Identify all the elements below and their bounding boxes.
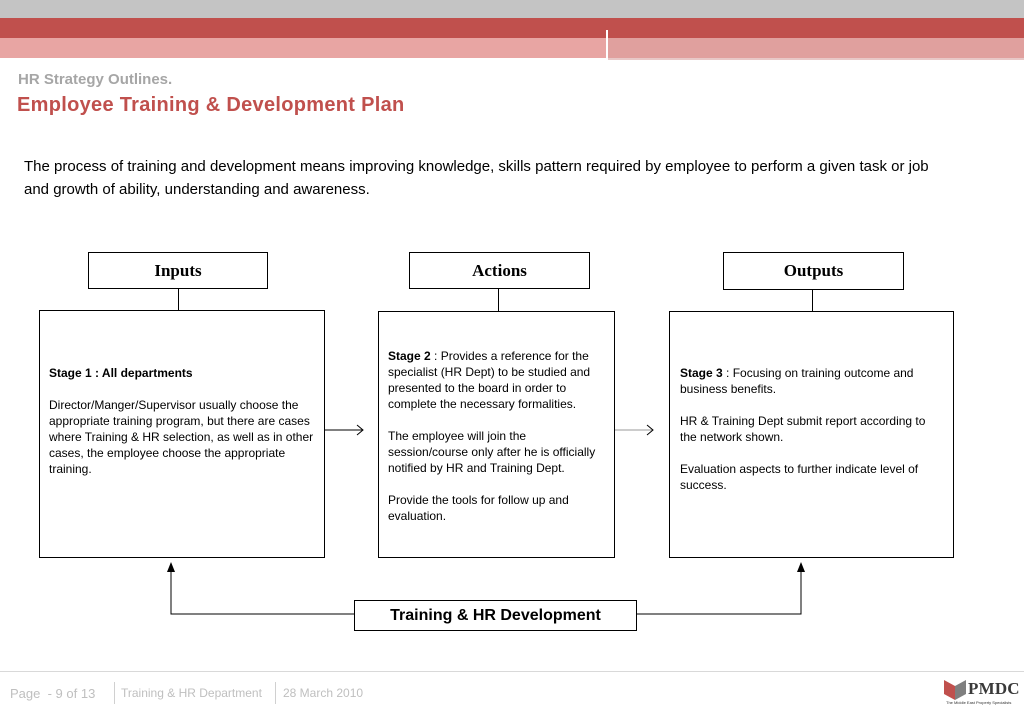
header-band-notch [606,30,608,58]
outputs-label: Outputs [783,261,844,280]
stage3-paragraph-3: Evaluation aspects to further indicate level of success. [680,462,919,492]
footer-page-info [10,686,95,701]
stage1-heading: Stage 1 : All departments [49,366,193,380]
header-band-underline [608,58,1024,60]
stage3-box [669,311,954,558]
header-band-pink [0,38,608,58]
footer-separator-2 [275,682,276,704]
arrow-stage1-to-stage2 [325,422,370,438]
footer-page-total: of 13 [66,686,96,701]
pmdc-logo-mark-icon [944,678,966,700]
actions-connector [498,289,499,311]
stage2-paragraph-3: Provide the tools for follow up and evaluation. [388,493,569,523]
footer-page-label: Page [10,686,41,701]
outputs-label-box [723,252,904,290]
stage2-intro: : Provides a reference for the specialist (HR Dept) to be studied and presented to the board in order to complete the necessary formalities. [388,349,591,411]
training-hr-development-box [354,600,637,631]
arrow-stage2-to-stage3 [615,422,660,438]
stage2-heading: Stage 2 [388,349,431,363]
inputs-label: Inputs [154,261,202,280]
stage1-body: Director/Manger/Supervisor usually choose the appropriate training program, but there are cases where Training & HR selection, as well as in other cases, the employee choose the appropriate training. [49,398,314,476]
outputs-connector [812,290,813,312]
pmdc-logo-text: PMDC [968,679,1020,698]
footer-divider [0,671,1024,672]
stage2-box [378,311,615,558]
pmdc-logo [944,678,1022,708]
header-band-red [0,18,1024,38]
footer-date: 28 March 2010 [283,686,364,700]
stage3-paragraph-2: HR & Training Dept submit report according to the network shown. [680,414,926,444]
page-title: Employee Training & Development Plan [17,94,405,116]
stage3-heading: Stage 3 [680,366,723,380]
stage2-paragraph-2: The employee will join the session/course only after he is officially notified by HR and Training Dept. [388,429,596,475]
footer-page-number: - 9 [47,686,63,701]
actions-label-box [409,252,590,289]
header-band-gray [0,0,1024,18]
stage1-box [39,310,325,558]
stage3-intro: : Focusing on training outcome and business benefits. [680,366,914,396]
pmdc-logo-tagline: The Middle East Property Specialists [946,700,1012,705]
header-band-pink-right [608,38,1024,58]
actions-label: Actions [472,261,527,280]
footer-separator-1 [114,682,115,704]
footer-department: Training & HR Department [121,686,262,700]
training-hr-development-label: Training & HR Development [390,607,601,624]
intro-paragraph: The process of training and development means improving knowledge, skills pattern required by employee to perform a given task or job and growth of ability, understanding and awareness. [24,158,929,198]
inputs-label-box [88,252,268,289]
inputs-connector [178,289,179,311]
page-subtitle: HR Strategy Outlines. [18,71,173,88]
